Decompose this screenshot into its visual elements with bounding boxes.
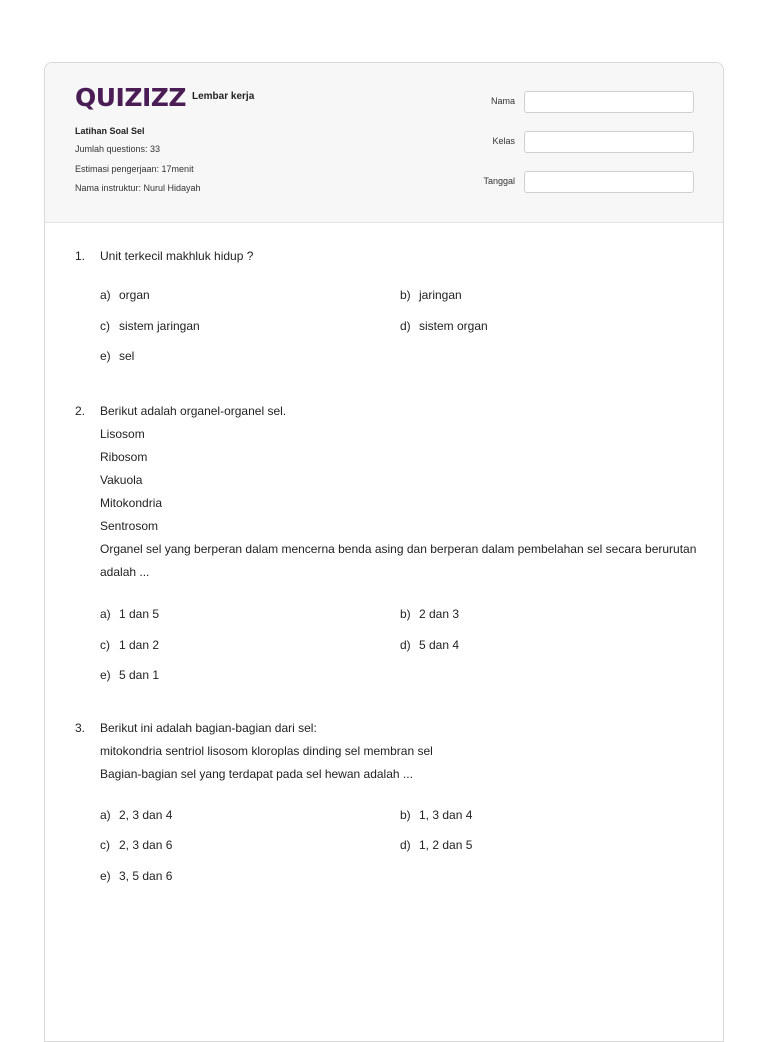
option-text: 1 dan 2 — [119, 638, 160, 652]
option-letter: d) — [400, 838, 411, 852]
question-number: 2. — [75, 404, 86, 418]
date-field[interactable] — [524, 171, 694, 193]
option-3a[interactable] — [100, 808, 172, 822]
option-3b[interactable] — [400, 808, 472, 822]
option-letter: d) — [400, 638, 411, 652]
question-text — [100, 717, 700, 786]
option-text: 1, 3 dan 4 — [419, 808, 473, 822]
option-text: 3, 5 dan 6 — [119, 869, 173, 883]
worksheet-title: Latihan Soal Sel — [75, 126, 145, 136]
option-text: 1, 2 dan 5 — [419, 838, 473, 852]
option-letter: e) — [100, 349, 111, 363]
option-3d[interactable] — [400, 838, 472, 852]
option-letter: e) — [100, 668, 111, 682]
option-text: 2 dan 3 — [419, 607, 460, 621]
option-3c[interactable] — [100, 838, 172, 852]
class-field[interactable] — [524, 131, 694, 153]
option-2a[interactable] — [100, 607, 159, 621]
option-text: sel — [119, 349, 135, 363]
option-letter: b) — [400, 288, 411, 302]
option-text: 2, 3 dan 6 — [119, 838, 173, 852]
option-letter: c) — [100, 319, 110, 333]
question-line: Unit terkecil makhluk hidup ? — [100, 249, 254, 263]
question-line: Berikut adalah organel-organel sel. — [100, 404, 287, 418]
option-text: 1 dan 5 — [119, 607, 160, 621]
question-number: 1. — [75, 249, 86, 263]
question-line: Mitokondria — [100, 496, 163, 510]
option-letter: c) — [100, 838, 110, 852]
question-text — [100, 245, 700, 268]
instructor-name: Nama instruktur: Nurul Hidayah — [75, 183, 201, 193]
worksheet-page — [44, 62, 724, 1042]
question-line: Sentrosom — [100, 519, 159, 533]
option-2d[interactable] — [400, 638, 459, 652]
option-text: 5 dan 4 — [419, 638, 460, 652]
option-letter: a) — [100, 808, 111, 822]
question-text — [100, 400, 700, 584]
option-letter: e) — [100, 869, 111, 883]
option-text: jaringan — [419, 288, 462, 302]
question-line: mitokondria sentriol lisosom kloroplas dinding sel membran sel — [100, 744, 433, 758]
question-line: Organel sel yang berperan dalam mencerna benda asing dan berperan dalam pembelahan sel secara berurutan adalah ... — [100, 542, 697, 579]
question-line: Vakuola — [100, 473, 143, 487]
option-text: organ — [119, 288, 150, 302]
option-text: sistem organ — [419, 319, 488, 333]
question-line: Berikut ini adalah bagian-bagian dari sel: — [100, 721, 317, 735]
question-line: Ribosom — [100, 450, 148, 464]
option-text: sistem jaringan — [119, 319, 200, 333]
worksheet-label: Lembar kerja — [192, 91, 255, 102]
option-text: 2, 3 dan 4 — [119, 808, 173, 822]
class-label: Kelas — [492, 136, 515, 146]
option-letter: c) — [100, 638, 110, 652]
option-letter: b) — [400, 808, 411, 822]
quizizz-logo: QUIZIZZ — [75, 83, 187, 112]
option-1b[interactable] — [400, 288, 462, 302]
option-2b[interactable] — [400, 607, 459, 621]
option-2e[interactable] — [100, 668, 159, 682]
question-number: 3. — [75, 721, 86, 735]
option-1a[interactable] — [100, 288, 150, 302]
time-estimate: Estimasi pengerjaan: 17menit — [75, 164, 194, 174]
date-label: Tanggal — [483, 176, 515, 186]
option-letter: a) — [100, 607, 111, 621]
option-letter: d) — [400, 319, 411, 333]
worksheet-header — [45, 63, 723, 223]
name-field[interactable] — [524, 91, 694, 113]
option-text: 5 dan 1 — [119, 668, 160, 682]
option-2c[interactable] — [100, 638, 159, 652]
question-count: Jumlah questions: 33 — [75, 144, 161, 154]
question-line: Bagian-bagian sel yang terdapat pada sel hewan adalah ... — [100, 767, 413, 781]
option-letter: a) — [100, 288, 111, 302]
option-1c[interactable] — [100, 319, 200, 333]
option-3e[interactable] — [100, 869, 172, 883]
name-label: Nama — [490, 96, 515, 106]
option-1d[interactable] — [400, 319, 488, 333]
option-1e[interactable] — [100, 349, 134, 363]
question-line: Lisosom — [100, 427, 145, 441]
option-letter: b) — [400, 607, 411, 621]
